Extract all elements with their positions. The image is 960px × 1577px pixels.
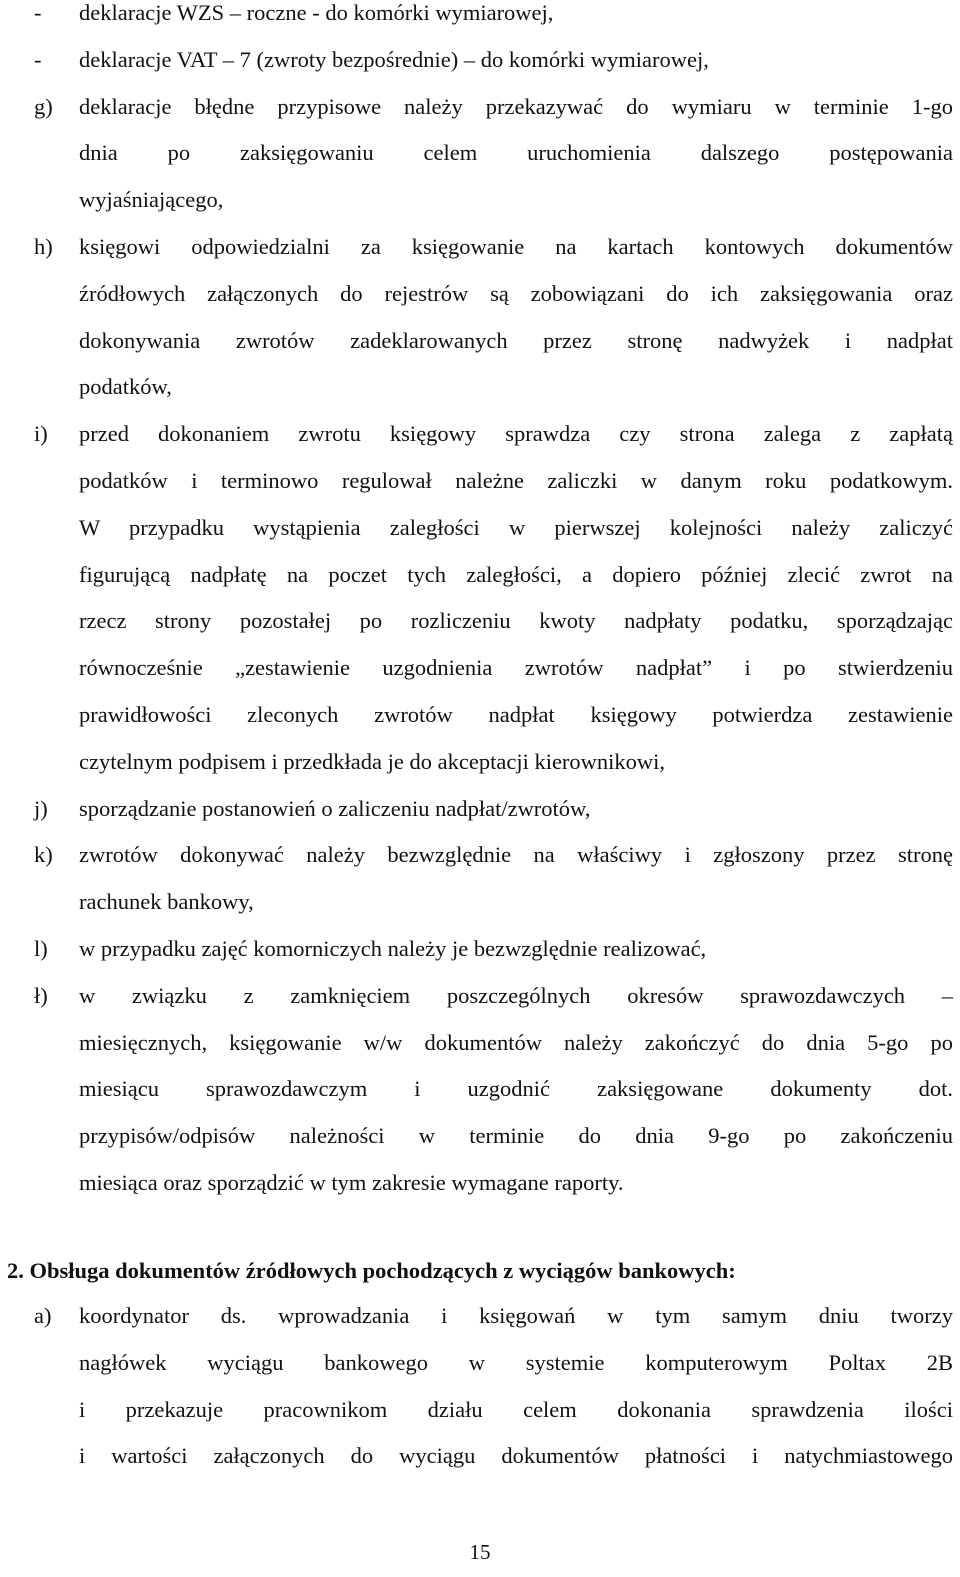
- text-line: przed dokonaniem zwrotu księgowy sprawdza czy strona zalega z zapłatą: [79, 421, 953, 447]
- text-line: W przypadku wystąpienia zaległości w pierwszej kolejności należy zaliczyć: [79, 514, 953, 540]
- list-item-text: [79, 411, 953, 785]
- text-line: dokonywania zwrotów zadeklarowanych przez stronę nadwyżek i nadpłat: [79, 327, 953, 353]
- text-line: w związku z zamknięciem poszczególnych okresów sprawozdawczych –: [79, 982, 953, 1008]
- list-item-text: [79, 1293, 953, 1480]
- text-line: miesiącu sprawozdawczym i uzgodnić zaksięgowane dokumenty dot.: [79, 1076, 953, 1102]
- list-marker: -: [34, 46, 42, 72]
- list-marker: ł): [34, 982, 48, 1008]
- text-line: deklaracje błędne przypisowe należy przekazywać do wymiaru w terminie 1-go: [79, 93, 953, 119]
- text-line: zwrotów dokonywać należy bezwzględnie na właściwy i zgłoszony przez stronę: [79, 842, 953, 868]
- list-marker: a): [34, 1303, 52, 1328]
- text-line: i wartości załączonych do wyciągu dokumentów płatności i natychmiastowego: [79, 1443, 953, 1469]
- page-number: 15: [469, 1540, 491, 1564]
- text-line: nagłówek wyciągu bankowego w systemie komputerowym Poltax 2B: [79, 1349, 953, 1375]
- list-item-text: [79, 926, 953, 973]
- list-marker: -: [34, 0, 42, 25]
- text-line: miesięcznych, księgowanie w/w dokumentów należy zakończyć do dnia 5-go po: [79, 1029, 953, 1055]
- list-item-text: [79, 224, 953, 411]
- text-line: przypisów/odpisów należności w terminie do dnia 9-go po zakończeniu: [79, 1123, 953, 1149]
- text-line: deklaracje VAT – 7 (zwroty bezpośrednie) – do komórki wymiarowej,: [79, 46, 709, 72]
- text-line: miesiąca oraz sporządzić w tym zakresie wymagane raporty.: [79, 1169, 624, 1195]
- text-line: figurującą nadpłatę na poczet tych zaległości, a dopiero później zlecić zwrot na: [79, 561, 953, 587]
- list-item-text: [79, 973, 953, 1207]
- section-heading: 2. Obsługa dokumentów źródłowych pochodzących z wyciągów bankowych:: [7, 1258, 736, 1283]
- list-marker: l): [34, 936, 48, 961]
- text-line: deklaracje WZS – roczne - do komórki wymiarowej,: [79, 0, 554, 25]
- list-marker: j): [34, 795, 48, 821]
- text-line: koordynator ds. wprowadzania i księgowań w tym samym dniu tworzy: [79, 1303, 953, 1328]
- list-marker: k): [34, 842, 53, 868]
- text-line: rachunek bankowy,: [79, 889, 254, 915]
- list-item-text: [79, 786, 953, 833]
- text-line: dnia po zaksięgowaniu celem uruchomienia dalszego postępowania: [79, 140, 953, 166]
- list-marker: h): [34, 234, 53, 259]
- text-line: prawidłowości zleconych zwrotów nadpłat księgowy potwierdza zestawienie: [79, 701, 953, 727]
- text-line: księgowi odpowiedzialni za księgowanie na kartach kontowych dokumentów: [79, 234, 953, 259]
- text-line: równocześnie „zestawienie uzgodnienia zwrotów nadpłat” i po stwierdzeniu: [79, 655, 953, 681]
- text-line: czytelnym podpisem i przedkłada je do akceptacji kierownikowi,: [79, 748, 666, 774]
- list-item-text: [79, 37, 953, 84]
- text-line: podatków,: [79, 374, 172, 400]
- text-line: źródłowych załączonych do rejestrów są zobowiązani do ich zaksięgowania oraz: [79, 280, 953, 306]
- text-line: w przypadku zajęć komorniczych należy je bezwzględnie realizować,: [79, 936, 707, 961]
- list-marker: g): [34, 93, 53, 119]
- text-line: podatków i terminowo regulował należne zaliczki w danym roku podatkowym.: [79, 467, 953, 493]
- text-line: i przekazuje pracownikom działu celem dokonania sprawdzenia ilości: [79, 1396, 953, 1422]
- list-item-text: [79, 84, 953, 224]
- list-item-text: [79, 832, 953, 926]
- text-line: sporządzanie postanowień o zaliczeniu nadpłat/zwrotów,: [79, 795, 591, 821]
- list-item-text: [79, 0, 953, 37]
- text-line: wyjaśniającego,: [79, 187, 224, 213]
- list-marker: i): [34, 421, 48, 447]
- text-line: rzecz strony pozostałej po rozliczeniu kwoty nadpłaty podatku, sporządzając: [79, 608, 953, 634]
